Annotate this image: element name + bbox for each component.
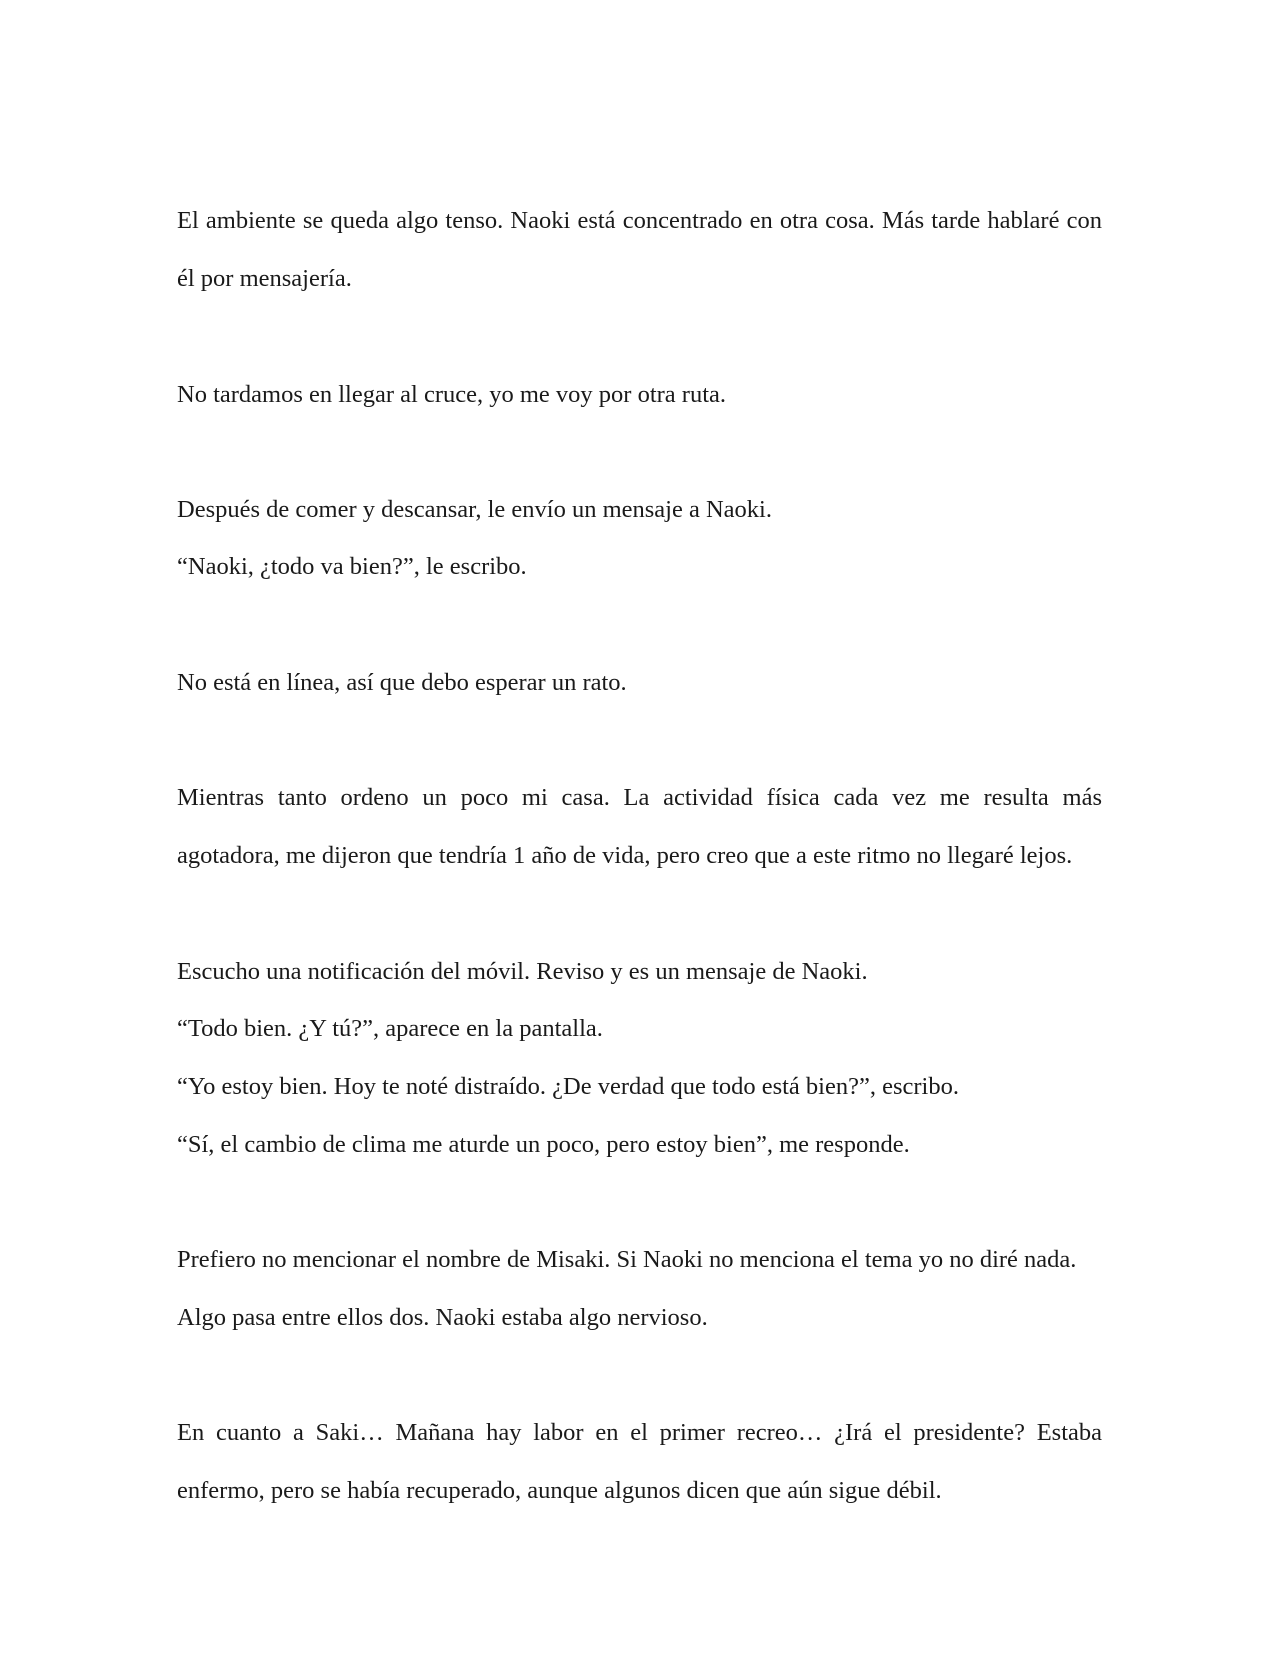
paragraph-6-line-4: “Sí, el cambio de clima me aturde un poco, pero estoy bien”, me responde. bbox=[177, 1131, 910, 1158]
paragraph-3-line-2: “Naoki, ¿todo va bien?”, le escribo. bbox=[177, 553, 527, 580]
paragraph-7-line-2: Algo pasa entre ellos dos. Naoki estaba algo nervioso. bbox=[177, 1304, 708, 1331]
paragraph-2-line-1: No tardamos en llegar al cruce, yo me voy por otra ruta. bbox=[177, 381, 727, 408]
paragraph-8-line-1: En cuanto a Saki… Mañana hay labor en el primer recreo… ¿Irá el presidente? Estaba bbox=[177, 1419, 1102, 1446]
paragraph-6-line-2: “Todo bien. ¿Y tú?”, aparece en la pantalla. bbox=[177, 1015, 603, 1042]
paragraph-3-line-1: Después de comer y descansar, le envío un mensaje a Naoki. bbox=[177, 496, 772, 523]
paragraph-7-line-1: Prefiero no mencionar el nombre de Misaki. Si Naoki no menciona el tema yo no diré nada. bbox=[177, 1246, 1077, 1273]
paragraph-4-line-1: No está en línea, así que debo esperar un rato. bbox=[177, 669, 627, 696]
paragraph-8-line-2: enfermo, pero se había recuperado, aunque algunos dicen que aún sigue débil. bbox=[177, 1477, 942, 1504]
paragraph-1-line-2: él por mensajería. bbox=[177, 265, 352, 292]
paragraph-1-line-1: El ambiente se queda algo tenso. Naoki está concentrado en otra cosa. Más tarde hablaré con bbox=[177, 207, 1102, 234]
paragraph-6-line-3: “Yo estoy bien. Hoy te noté distraído. ¿De verdad que todo está bien?”, escribo. bbox=[177, 1073, 959, 1100]
paragraph-6-line-1: Escucho una notificación del móvil. Reviso y es un mensaje de Naoki. bbox=[177, 958, 868, 985]
paragraph-5-line-2: agotadora, me dijeron que tendría 1 año de vida, pero creo que a este ritmo no llegaré lejos. bbox=[177, 842, 1073, 869]
paragraph-5-line-1: Mientras tanto ordeno un poco mi casa. La actividad física cada vez me resulta más bbox=[177, 784, 1102, 811]
